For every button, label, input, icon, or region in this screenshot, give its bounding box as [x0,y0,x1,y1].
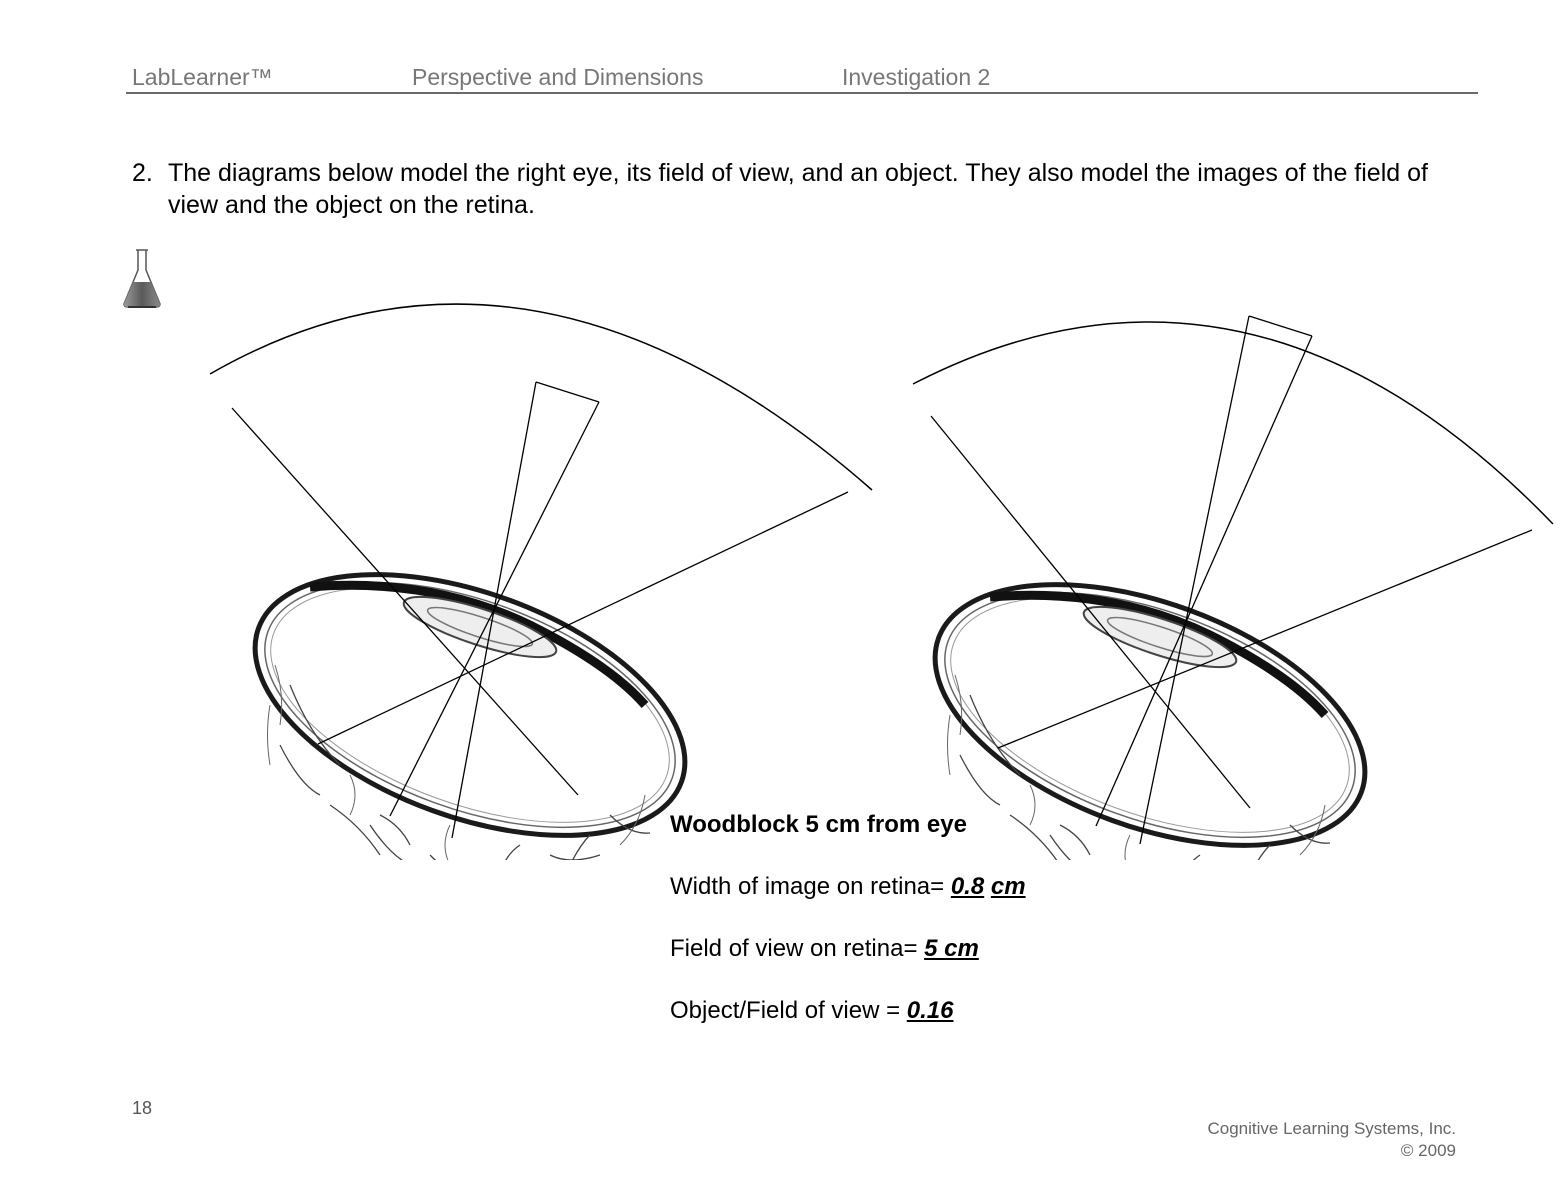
header-unit: Perspective and Dimensions [412,64,704,90]
results-block [670,810,1026,1058]
footer-credit [1207,1118,1456,1162]
fov-label: Field of view on retina= [670,935,918,962]
results-title: Woodblock 5 cm from eye [670,811,967,838]
left-eye-diagram [210,304,872,860]
ratio-label: Object/Field of view = [670,997,901,1024]
footer-copyright: © 2009 [1400,1141,1456,1160]
width-unit: cm [990,873,1026,900]
question-number: 2. [132,159,153,187]
question-text: The diagrams below model the right eye, its field of view, and an object. They also model the images of the field of view and the object on the retina. [168,159,1428,219]
width-value: 0.8 [950,873,985,900]
width-of-image-row [670,872,1026,934]
page-number: 18 [132,1098,153,1118]
ratio-row [670,996,1026,1058]
footer-company: Cognitive Learning Systems, Inc. [1207,1119,1456,1138]
ratio-value: 0.16 [906,997,954,1024]
left-eye-icon [220,523,719,860]
header-brand: LabLearner™ [132,64,273,90]
right-eye-diagram [900,316,1553,860]
left-field-of-view-arc [210,304,872,490]
field-of-view-row [670,934,1026,996]
width-label: Width of image on retina= [670,873,945,900]
right-field-of-view-arc [913,322,1553,524]
header-investigation: Investigation 2 [842,64,991,90]
fov-value: 5 cm [924,935,979,962]
